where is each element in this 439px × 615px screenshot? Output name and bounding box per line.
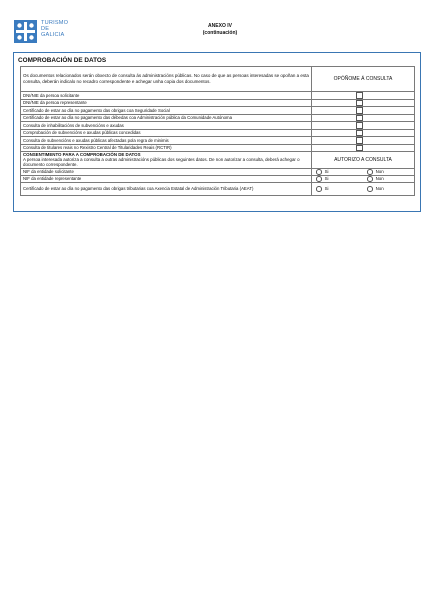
oppose-checkbox[interactable] [356, 130, 363, 137]
oppose-row-label: DNI/NIE da persoa solicitante [21, 92, 312, 100]
section-title: COMPROBACIÓN DE DATOS [18, 57, 107, 64]
oppose-checkbox[interactable] [356, 100, 363, 107]
oppose-row-label: Consulta de titulares reais no Rexistro Central de Titularidades Reais (RCTIR) [21, 144, 312, 152]
consent-title: CONSENTIMENTO PARA A COMPROBACIÓN DE DATOS [23, 152, 141, 157]
table-row [21, 107, 415, 115]
document-header [14, 20, 426, 50]
table-row [21, 175, 415, 182]
logo-line-3: GALICIA [41, 32, 65, 38]
yes-radio[interactable] [316, 176, 322, 182]
yes-label: Si [324, 176, 329, 182]
oppose-checkbox[interactable] [356, 92, 363, 99]
oppose-checkbox[interactable] [356, 137, 363, 144]
oppose-row-label: Consulta de inhabilitacións de subvencións e axudas [21, 122, 312, 130]
oppose-checkbox[interactable] [356, 145, 363, 152]
oppose-row-label: Consulta de subvencións e axudas públicas afectadas pola regra de minimis [21, 137, 312, 145]
no-radio[interactable] [367, 169, 373, 175]
table-row [21, 92, 415, 100]
oppose-header: OPÓÑOME Á CONSULTA [312, 67, 415, 92]
yes-radio[interactable] [316, 169, 322, 175]
oppose-row-label: DNI/NIE da persoa representante [21, 99, 312, 107]
table-row [21, 99, 415, 107]
yes-label: Si [324, 169, 329, 174]
oppose-row-label: Certificado de estar ao día no pagamento das débedas coa Administración pública da Comunidade Autónoma [21, 114, 312, 122]
no-label: Non [375, 186, 384, 192]
oppose-checkbox[interactable] [356, 122, 363, 129]
table-row [21, 182, 415, 195]
oppose-row-label: Comprobación de subvencións e axudas públicas concedidas [21, 129, 312, 137]
authorize-row-label: NIF da entidade representante [21, 175, 312, 182]
verification-table [20, 66, 415, 196]
table-row [21, 114, 415, 122]
table-row [21, 137, 415, 145]
oppose-checkbox[interactable] [356, 107, 363, 114]
table-row [21, 129, 415, 137]
yes-radio[interactable] [316, 186, 322, 192]
yes-label: Si [324, 186, 329, 192]
intro-row [21, 67, 415, 92]
authorize-row-label: NIF da entidade solicitante [21, 168, 312, 175]
authorize-row-label: Certificado de estar ao día no pagamento das obrigas tributarias coa Axencia Estatal de Administración Tributaria (AEAT) [21, 182, 312, 195]
logo-line-1: TURISMO [41, 20, 69, 26]
table-row [21, 168, 415, 175]
logo-line-2: DE [41, 26, 50, 32]
consent-text: A persoa interesada autoriza a consulta a outras administracións públicas dos seguintes datos. De non autorizar a consulta, deberá achegar o documento correspondente. [23, 157, 300, 168]
table-row [21, 144, 415, 152]
no-label: Non [375, 169, 384, 174]
table-row [21, 122, 415, 130]
annex-title: ANEXO IV [208, 23, 232, 29]
authorize-header: AUTORIZO A CONSULTA [312, 152, 415, 169]
oppose-checkbox[interactable] [356, 115, 363, 122]
annex-subtitle: (continuación) [202, 30, 238, 36]
no-radio[interactable] [367, 186, 373, 192]
intro-text: Os documentos relacionados serán obxecto de consulta ás administracións públicas. No caso de que as persoas interesadas se opoñan a esta consulta, deberán indicalo no recadro correspondente e achegar unha copia dos documentos. [21, 67, 312, 92]
consent-row [21, 152, 415, 169]
no-label: Non [375, 176, 384, 182]
no-radio[interactable] [367, 176, 373, 182]
oppose-row-label: Certificado de estar ao día no pagamento das obrigas coa Seguridade Social [21, 107, 312, 115]
annex-heading [14, 23, 426, 37]
